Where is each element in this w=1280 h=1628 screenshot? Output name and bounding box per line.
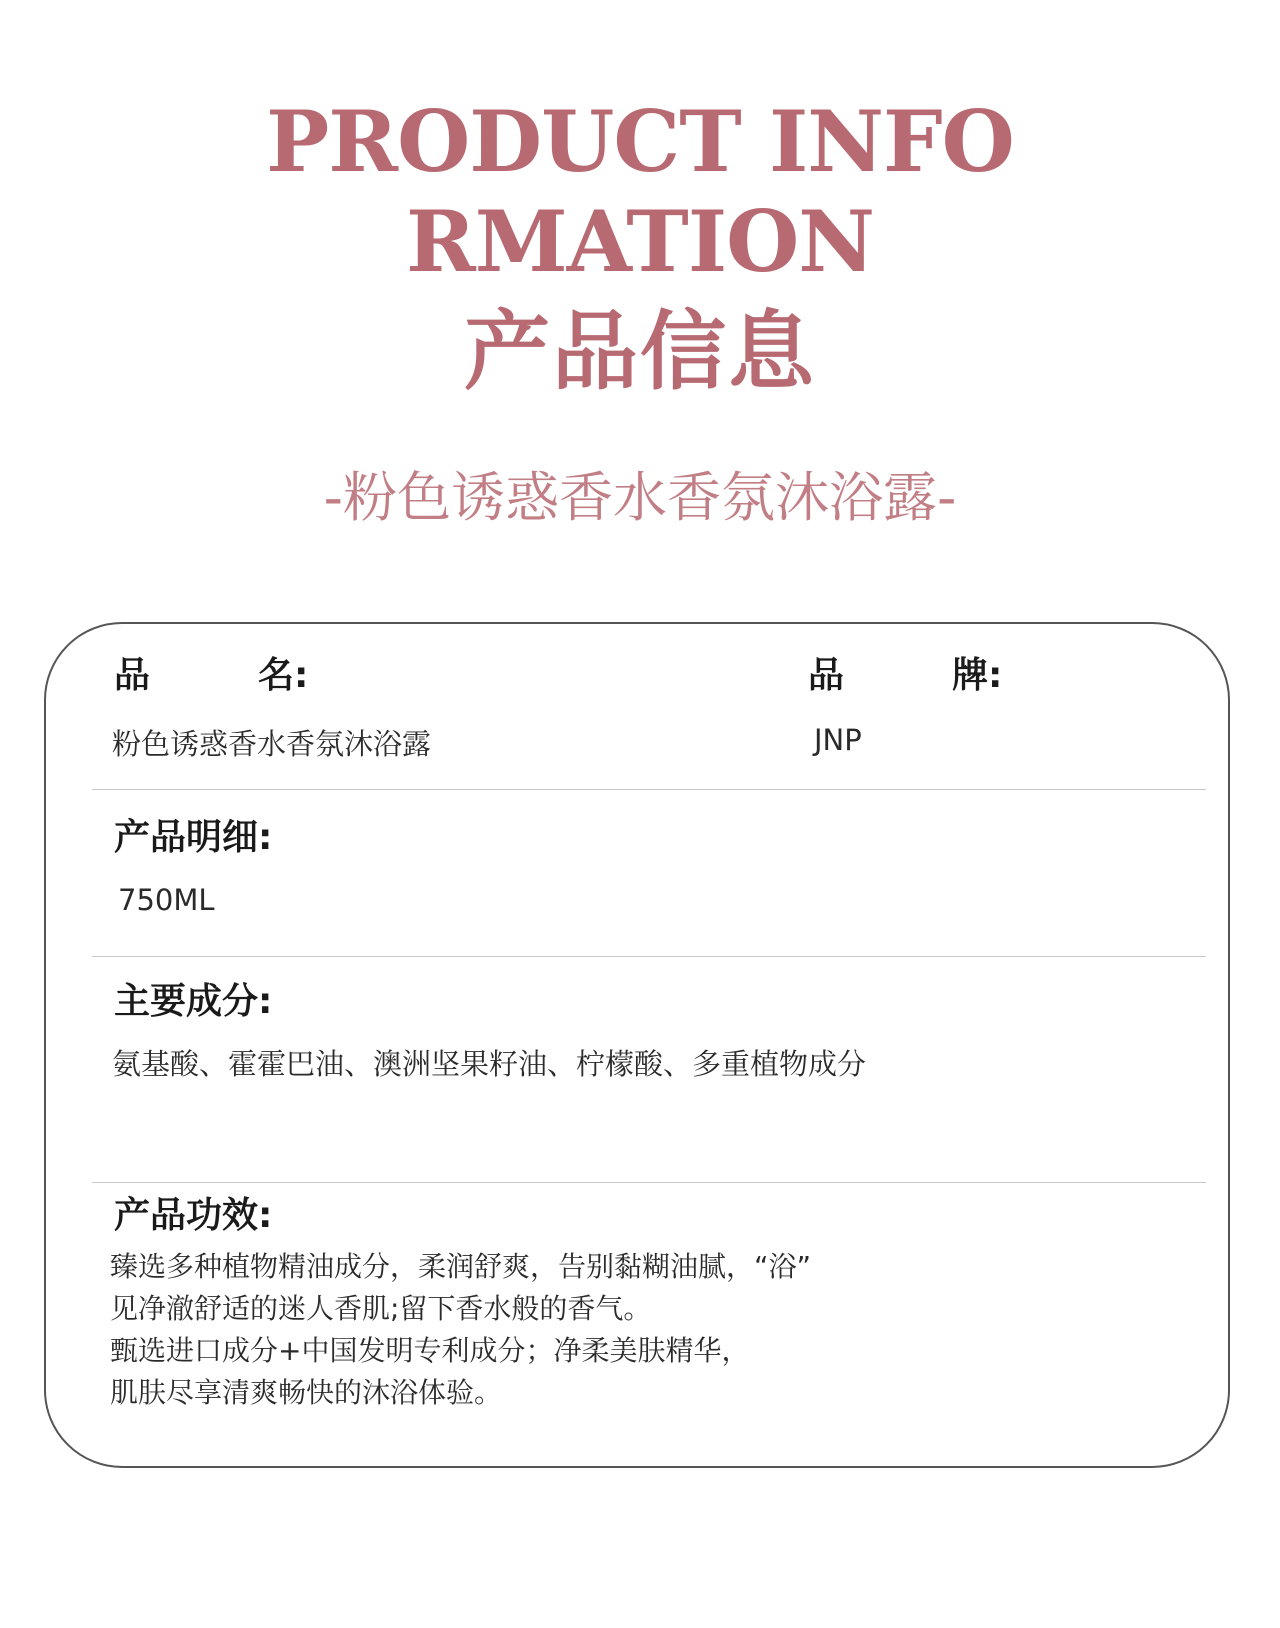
brand-label: 品 牌:	[808, 655, 1003, 696]
title-chinese: 产品信息	[464, 302, 816, 402]
divider	[92, 1182, 1206, 1183]
efficacy-line: 甄选进口成分+中国发明专利成分；净柔美肤精华，	[110, 1334, 750, 1367]
title-english-line2: RMATION	[405, 192, 875, 291]
efficacy-line: 见净澈舒适的迷人香肌;留下香水般的香气。	[110, 1292, 652, 1325]
product-name-value: 粉色诱惑香水香氛沐浴露	[112, 727, 432, 761]
ingredients-label: 主要成分:	[114, 981, 273, 1022]
product-detail-label: 产品明细:	[114, 817, 273, 858]
efficacy-text	[110, 1246, 811, 1414]
divider	[92, 789, 1206, 790]
product-subtitle: -粉色诱惑香水香氛沐浴露-	[323, 466, 957, 529]
brand-value: JNP	[814, 723, 862, 757]
efficacy-line: 臻选多种植物精油成分，柔润舒爽，告别黏糊油腻，“浴”	[110, 1250, 812, 1283]
ingredients-value: 氨基酸、霍霍巴油、澳洲坚果籽油、柠檬酸、多重植物成分	[112, 1047, 867, 1081]
efficacy-label: 产品功效:	[114, 1195, 273, 1236]
title-english-line1: PRODUCT INFO	[266, 92, 1014, 191]
product-detail-value: 750ML	[118, 883, 215, 917]
product-info-card	[44, 622, 1230, 1468]
divider	[92, 956, 1206, 957]
product-name-label: 品 名:	[114, 655, 309, 696]
efficacy-line: 肌肤尽享清爽畅快的沐浴体验。	[110, 1376, 503, 1409]
